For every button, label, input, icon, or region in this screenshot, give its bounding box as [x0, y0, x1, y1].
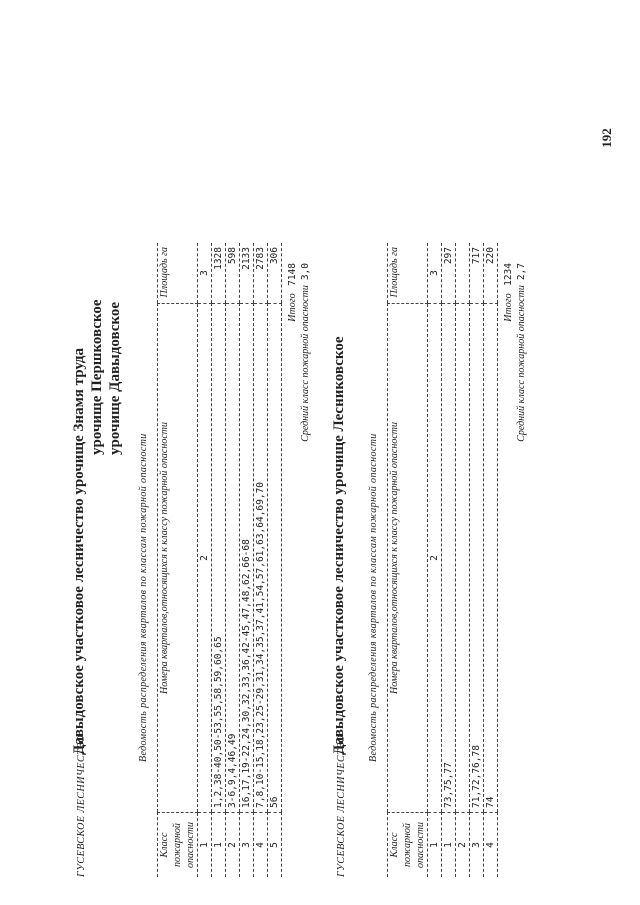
section-znamya-truda [70, 117, 312, 877]
table-row [212, 243, 226, 877]
column-number-row [198, 243, 212, 877]
col-header-quarters: Номера кварталов,относящихся к классу пожарной опасности [388, 304, 428, 813]
ledger-subtitle: Ведомость распределения кварталов по классам пожарной опасности [368, 433, 379, 762]
ledger-subtitle: Ведомость распределения кварталов по классам пожарной опасности [138, 433, 149, 762]
section-title [330, 337, 348, 755]
cell-class: 2 [226, 813, 240, 878]
cell-class: 2 [456, 813, 470, 878]
page-number: 192 [598, 128, 614, 148]
cell-class: 4 [254, 813, 268, 878]
avg-value: 2,7 [516, 263, 527, 281]
cell-area: 220 [484, 243, 498, 304]
cell-area: 306 [268, 243, 282, 304]
section-title [70, 299, 124, 755]
total-value: 1234 [503, 263, 514, 286]
table-row [442, 243, 456, 877]
total-value: 7148 [287, 263, 298, 286]
col-number: 2 [198, 304, 212, 813]
title-line: урочище Першковское [89, 299, 105, 455]
table-row [484, 243, 498, 877]
cell-quarters: 73,75,77 [442, 304, 456, 813]
col-header-class: Класс пожарной опасности [388, 813, 428, 878]
column-number-row [428, 243, 442, 877]
cell-area: 1328 [212, 243, 226, 304]
table-row [470, 243, 484, 877]
col-number: 1 [198, 813, 212, 878]
summary [502, 263, 528, 877]
total-label: Итого [287, 293, 298, 322]
cell-quarters: 7,8,10-15,18,23,25-29,31,34,35,37,41,54,57,61,63,64,69,70 [254, 304, 268, 813]
table-row [254, 243, 268, 877]
avg-line [299, 263, 312, 877]
avg-line [515, 263, 528, 877]
cell-class: 3 [240, 813, 254, 878]
section-lesnikovskoe [330, 117, 528, 877]
col-header-class: Класс пожарной опасности [158, 813, 198, 878]
cell-quarters: 1,2,38-40,50-53,55,58,59,60,65 [212, 304, 226, 813]
avg-label: Средний класс пожарной опасности [300, 285, 311, 442]
quarters-table [157, 243, 282, 877]
total-line [502, 263, 515, 877]
cell-area: 2133 [240, 243, 254, 304]
summary [286, 263, 312, 877]
table-row [268, 243, 282, 877]
table-header-row [388, 243, 428, 877]
avg-value: 3,0 [300, 263, 311, 281]
table-row [226, 243, 240, 877]
forestry-name: ГУСЕВСКОЕ ЛЕСНИЧЕСТВО [76, 734, 87, 877]
cell-quarters: 16,17,19-22,24,30,32,33,36,42-45,47,48,62,66-68 [240, 304, 254, 813]
cell-quarters: 56 [268, 304, 282, 813]
cell-class: 3 [470, 813, 484, 878]
total-label: Итого [503, 293, 514, 322]
col-number: 2 [428, 304, 442, 813]
table-row [456, 243, 470, 877]
col-number: 1 [428, 813, 442, 878]
section-header [330, 117, 366, 877]
cell-area: 717 [470, 243, 484, 304]
title-line: Давыдовское участковое лесничество урочище Лесниковское [331, 336, 347, 755]
col-header-quarters: Номера кварталов,относящихся к классу пожарной опасности [158, 304, 198, 813]
total-line [286, 263, 299, 877]
cell-area: 2783 [254, 243, 268, 304]
quarters-table [387, 243, 498, 877]
cell-area: 297 [442, 243, 456, 304]
col-header-area: Площадь га [158, 243, 198, 304]
cell-class: 5 [268, 813, 282, 878]
cell-class: 1 [442, 813, 456, 878]
cell-class: 4 [484, 813, 498, 878]
col-number: 3 [428, 243, 442, 304]
avg-label: Средний класс пожарной опасности [516, 285, 527, 442]
table-row [240, 243, 254, 877]
cell-class: 1 [212, 813, 226, 878]
cell-quarters: 71,72,76,78 [470, 304, 484, 813]
col-number: 3 [198, 243, 212, 304]
title-line: Давыдовское участковое лесничество урочище Знамя труда [71, 348, 87, 755]
section-header [70, 117, 136, 877]
col-header-area: Площадь га [388, 243, 428, 304]
cell-quarters: 74 [484, 304, 498, 813]
forestry-name: ГУСЕВСКОЕ ЛЕСНИЧЕСТВО [336, 734, 347, 877]
table-header-row [158, 243, 198, 877]
cell-quarters: 3-6,9,4,46,49 [226, 304, 240, 813]
cell-area [456, 243, 470, 304]
cell-quarters [456, 304, 470, 813]
cell-area: 598 [226, 243, 240, 304]
title-line: урочище Давыдовское [107, 301, 123, 455]
